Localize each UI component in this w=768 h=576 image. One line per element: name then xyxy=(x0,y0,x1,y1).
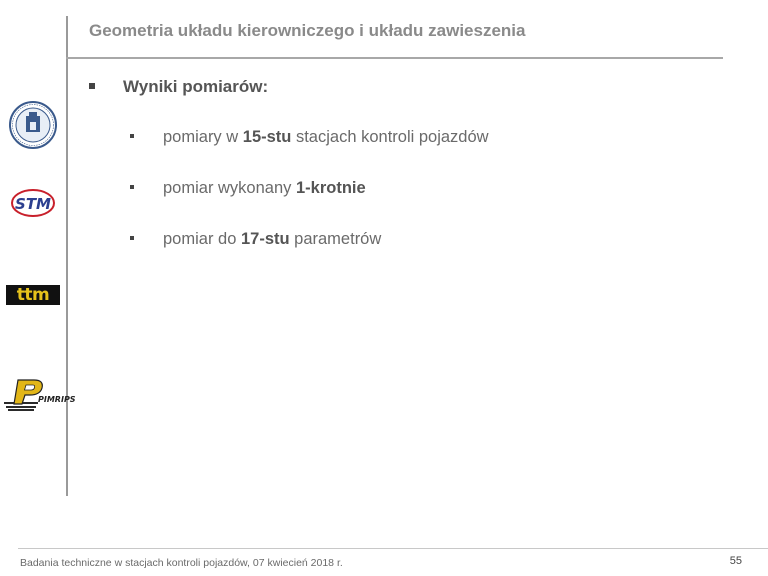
list-item xyxy=(130,230,381,249)
item-bold: 1-krotnie xyxy=(295,179,366,197)
stm-logo-text: STM xyxy=(15,195,51,213)
main-bullet xyxy=(89,77,268,97)
square-bullet-icon xyxy=(130,134,134,138)
item-bold: 15-stu xyxy=(242,128,292,146)
list-item xyxy=(130,128,489,147)
item-text: pomiary w xyxy=(163,128,243,146)
main-bullet-label: Wyniki pomiarów: xyxy=(123,77,269,96)
square-bullet-icon xyxy=(89,83,95,89)
stm-logo xyxy=(10,186,56,220)
item-text: stacjach kontroli pojazdów xyxy=(291,128,489,146)
pimrips-logo xyxy=(4,378,76,412)
item-bold: 17-stu xyxy=(240,230,290,248)
item-text: pomiar do xyxy=(163,230,241,248)
ttm-logo: ttm xyxy=(6,285,60,305)
square-bullet-icon xyxy=(130,185,134,189)
list-item xyxy=(130,179,366,198)
slide-title: Geometria układu kierowniczego i układu zawieszenia xyxy=(89,21,526,40)
page-number: 55 xyxy=(729,555,742,567)
pimrips-logo-text: PIMRIPS xyxy=(38,395,76,404)
vertical-divider xyxy=(66,16,68,496)
item-text: pomiar wykonany xyxy=(163,179,296,197)
footer-divider xyxy=(18,548,768,549)
square-bullet-icon xyxy=(130,236,134,240)
title-underline xyxy=(66,57,723,59)
item-text: parametrów xyxy=(289,230,382,248)
footer-text: Badania techniczne w stacjach kontroli pojazdów, 07 kwiecień 2018 r. xyxy=(20,557,343,569)
university-seal-logo xyxy=(8,100,58,150)
